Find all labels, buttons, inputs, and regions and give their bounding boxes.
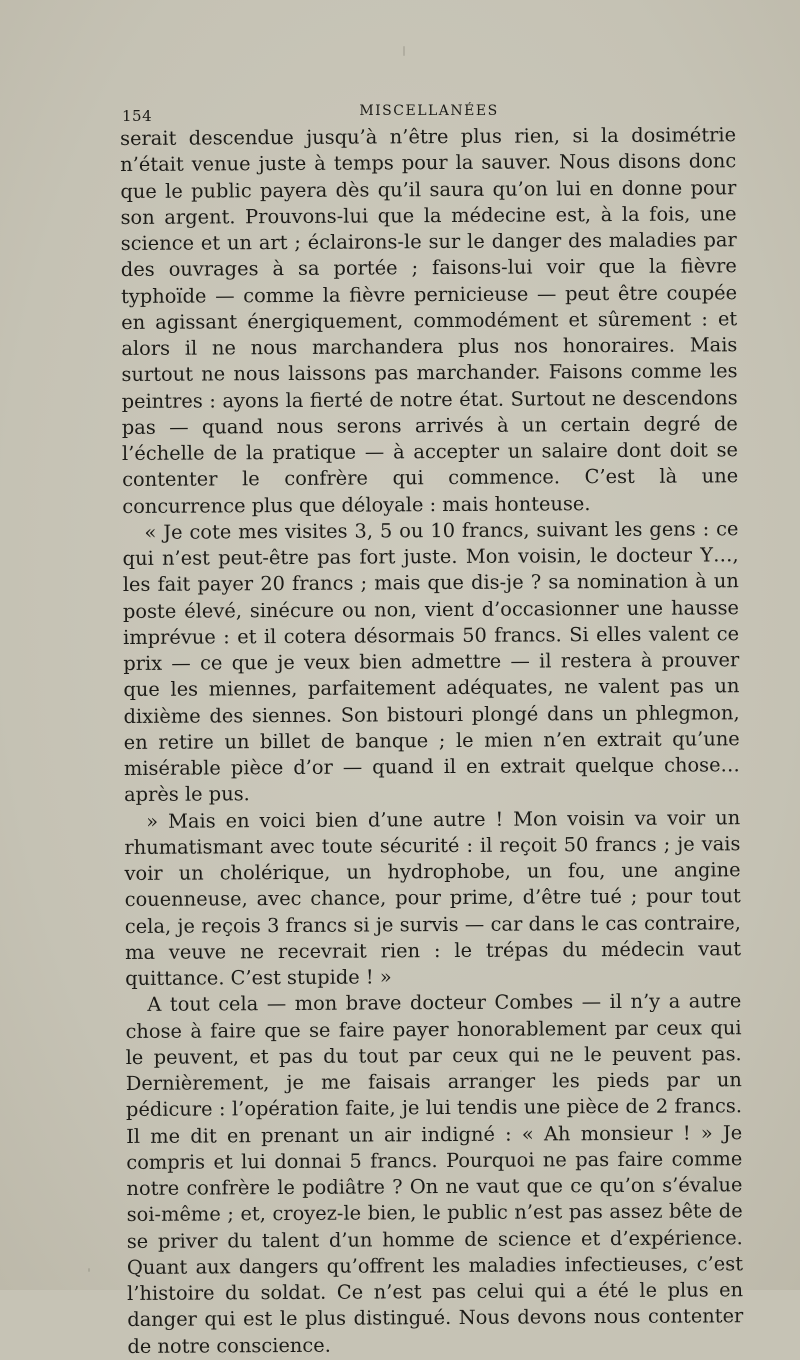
paragraph-quote-neighbor: » Mais en voici bien d’une autre ! Mon voisin va voir un rhumatismant avec toute sécurité : il reçoit 50 francs ; je vais voir un cholérique, un hydrophobe, un fou, une angine couenneuse, avec chance, pour prime, d’être tué ; pour tout cela, je reçois 3 francs si je survis — car dans le cas contraire, ma veuve ne recevrait rien : le trépas du médecin vaut quittance. C’est stupide ! »	[124, 805, 742, 990]
section-title: MISCELLANÉES	[359, 103, 499, 119]
paragraph-continuation: serait descendue jusqu’à n’être plus rien, si la dosimétrie n’était venue juste à temps pour la sauver. Nous disons donc que le public payera dès qu’il saura qu’on lui en donne pour son argent. Prouvons-lui que la médecine est, à la fois, une science et un art ; éclairons-le sur le danger des maladies par des ouvrages à sa portée ; faisons-lui voir que la fièvre typhoïde — comme la fièvre pernicieuse — peut être coupée en agissant énergiquement, commodément et sûrement : et alors il ne nous marchandera plus nos honoraires. Mais surtout ne nous laissons pas marchander. Faisons comme les peintres : ayons la fierté de notre état. Surtout ne descendons pas — quand nous serons arrivés à un certain degré de l’échelle de la pratique — à accepter un salaire dont doit se contenter le confrère qui commence. C’est là une concurrence plus que déloyale : mais honteuse.	[120, 123, 739, 518]
body-text	[120, 122, 744, 1359]
page-number: 154	[122, 107, 153, 125]
paragraph-reply: A tout cela — mon brave docteur Combes — il n’y a autre chose à faire que se faire payer honorablement par ceux qui le peuvent, et pas du tout par ceux qui ne le peuvent pas. Dernièrement, je me faisais arranger les pieds par un pédicure : l’opération faite, je lui tendis une pièce de 2 francs. Il me dit en prenant un air indigné : « Ah monsieur ! » Je compris et lui donnai 5 francs. Pourquoi ne pas faire comme notre confrère le podiâtre ? On ne vaut que ce qu’on s’évalue soi-même ; et, croyez-le bien, le public n’est pas assez bête de se priver du talent d’un homme de science et d’expérience. Quant aux dangers qu’offrent les maladies infectieuses, c’est l’histoire du soldat. Ce n’est pas celui qui a été le plus en danger qui est le plus distingué. Nous devons nous contenter de notre conscience.	[125, 989, 744, 1358]
speck	[88, 1268, 90, 1272]
speck	[180, 1236, 182, 1242]
paragraph-quote-visits: « Je cote mes visites 3, 5 ou 10 francs, suivant les gens : ce qui n’est peut-être pas fort juste. Mon voisin, le docteur Y…, les fait payer 20 francs ; mais que dis-je ? sa nomination à un poste élevé, sinécure ou non, vient d’occasionner une hausse imprévue : et il cotera désormais 50 francs. Si elles valent ce prix — ce que je veux bien admettre — il restera à prouver que les miennes, parfaitement adéquates, ne valent pas un dixième des siennes. Son bistouri plongé dans un phlegmon, en retire un billet de banque ; le mien n’en extrait qu’une misérable pièce d’or — quand il en extrait quelque chose… après le pus.	[122, 516, 740, 807]
speck	[403, 46, 405, 56]
speck	[500, 1070, 502, 1072]
